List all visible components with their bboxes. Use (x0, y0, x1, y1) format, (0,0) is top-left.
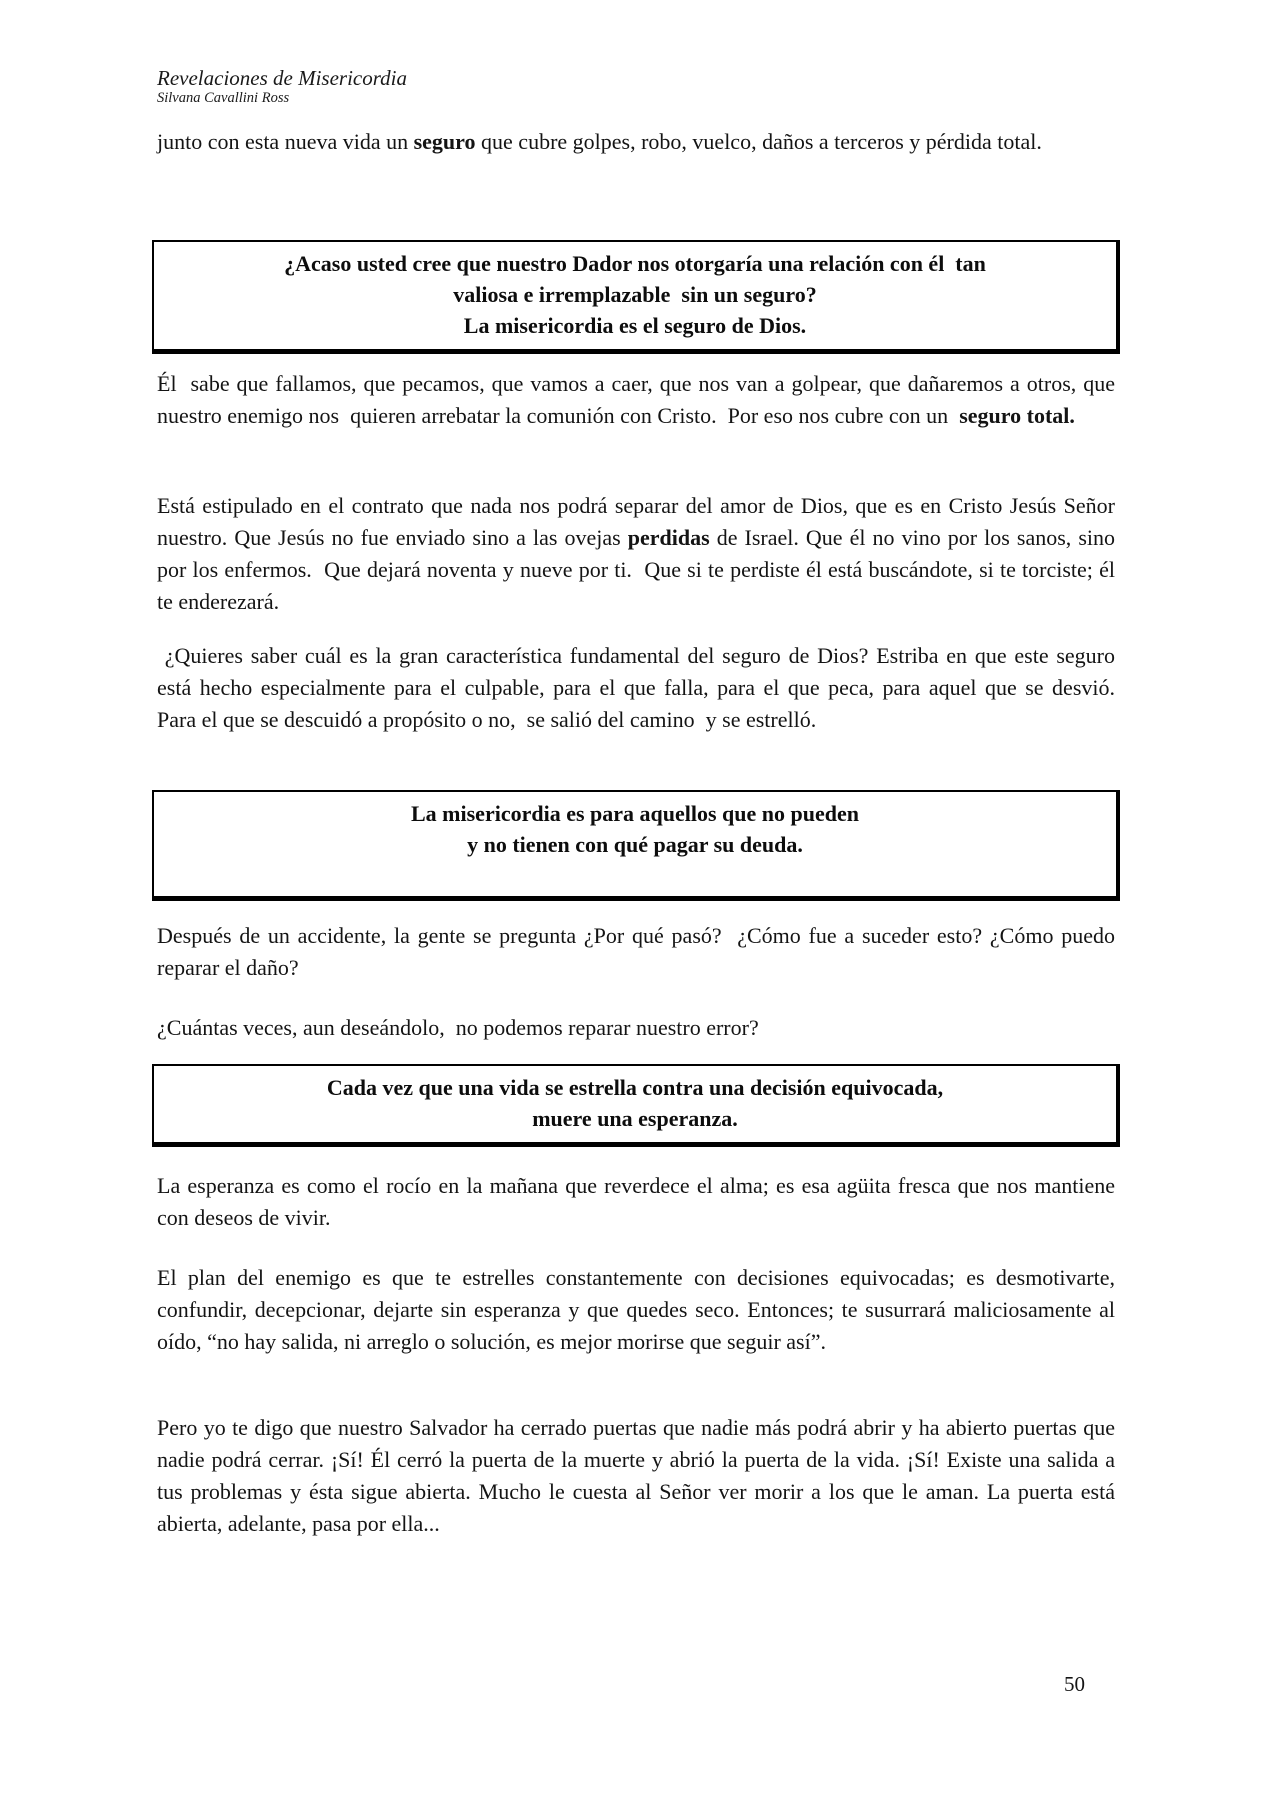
callout-line: muere una esperanza. (532, 1106, 738, 1131)
paragraph-text: junto con esta nueva vida un (157, 129, 414, 154)
callout-box-seguro-de-dios (152, 240, 1120, 354)
paragraph-el-sabe (157, 368, 1121, 432)
paragraph-text: Él sabe que fallamos, que pecamos, que vamos a caer, que nos van a golpear, que dañaremos a otros, que nuestro enemigo nos quieren arrebatar la comunión con Cristo. Por eso nos cubre con un (157, 371, 1121, 428)
callout-line: valiosa e irremplazable sin un seguro? (453, 282, 817, 307)
callout-line: Cada vez que una vida se estrella contra una decisión equivocada, (326, 1075, 944, 1100)
paragraph-la-esperanza: La esperanza es como el rocío en la mañana que reverdece el alma; es esa agüita fresca que nos mantiene con deseos de vivir. (157, 1173, 1121, 1230)
page-number: 50 (1064, 1672, 1085, 1696)
paragraph-plan-enemigo: El plan del enemigo es que te estrelles constantemente con decisiones equivocadas; es desmotivarte, confundir, decepcionar, dejarte sin esperanza y que quedes seco. Entonces; te susurrará maliciosamente al oído, “no hay salida, ni arreglo o solución, es mejor morirse que seguir así”. (157, 1265, 1121, 1354)
callout-box-misericordia-deuda (152, 790, 1120, 901)
paragraph-seguro-intro (157, 126, 1115, 158)
document-header (157, 66, 1115, 107)
paragraph-cuantas-veces: ¿Cuántas veces, aun deseándolo, no podemos reparar nuestro error? (157, 1015, 759, 1040)
paragraph-esta-estipulado (157, 490, 1121, 618)
callout-line: La misericordia es el seguro de Dios. (463, 313, 807, 338)
paragraph-text: de Israel. Que él no vino por los sanos, sino por los enfermos. Que dejará noventa y nueve por ti. Que si te perdiste él está buscándote, si te torciste; él te enderezará. (157, 525, 1121, 614)
paragraph-quieres-saber: ¿Quieres saber cuál es la gran característica fundamental del seguro de Dios? Estriba en que este seguro está hecho especialmente para el culpable, para el que falla, para el que peca, para aquel que se desvió. Para el que se descuidó a propósito o no, se salió del camino y se estrelló. (157, 643, 1132, 732)
callout-line: La misericordia es para aquellos que no pueden (411, 801, 859, 826)
author-name: Silvana Cavallini Ross (157, 90, 290, 106)
paragraph-text: Está estipulado en el contrato que nada nos podrá separar del amor de Dios, que es en Cristo Jesús Señor nuestro. Que Jesús no fue enviado sino a las ovejas (157, 493, 1121, 550)
paragraph-despues-accidente: Después de un accidente, la gente se pregunta ¿Por qué pasó? ¿Cómo fue a suceder esto? ¿Cómo puedo reparar el daño? (157, 923, 1121, 980)
paragraph-pero-yo-te-digo: Pero yo te digo que nuestro Salvador ha cerrado puertas que nadie más podrá abrir y ha abierto puertas que nadie podrá cerrar. ¡Sí! Él cerró la puerta de la muerte y abrió la puerta de la vida. ¡Sí! Existe una salida a tus problemas y ésta sigue abierta. Mucho le cuesta al Señor ver morir a los que le aman. La puerta está abierta, adelante, pasa por ella... (157, 1415, 1121, 1536)
callout-line: ¿Acaso usted cree que nuestro Dador nos otorgaría una relación con él tan (284, 251, 986, 276)
callout-line: y no tienen con qué pagar su deuda. (467, 832, 803, 857)
bold-word-perdidas: perdidas (627, 525, 710, 550)
bold-word-seguro: seguro (413, 129, 476, 154)
paragraph-text: que cubre golpes, robo, vuelco, daños a terceros y pérdida total. (475, 129, 1042, 154)
callout-box-muere-esperanza (152, 1064, 1120, 1147)
book-title: Revelaciones de Misericordia (157, 66, 407, 90)
bold-phrase-seguro-total: seguro total. (959, 403, 1075, 428)
